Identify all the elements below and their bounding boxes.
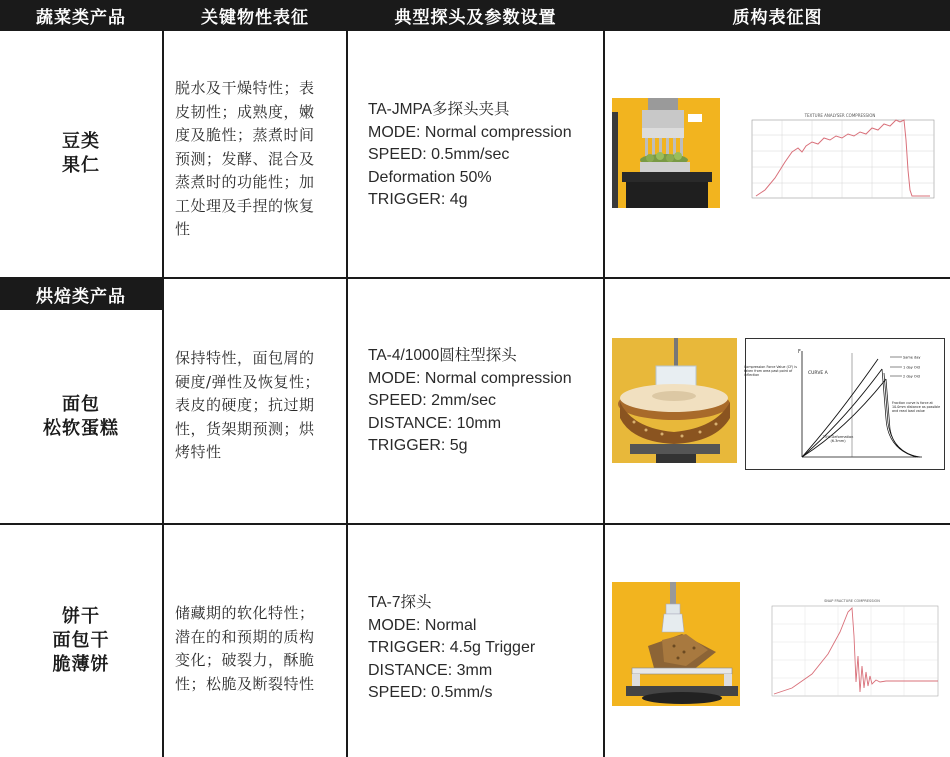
category-bakery-label: 烘焙类产品: [0, 279, 162, 310]
property-line: 脱水及干燥特性；表: [175, 79, 315, 97]
property-line: 性；松脆及断裂特性: [175, 674, 315, 693]
curve-label: CURVE A: [808, 371, 828, 376]
param-line: TRIGGER: 5g: [368, 437, 468, 454]
property-line: 度及脆性；蒸煮时间: [175, 126, 315, 144]
param-line: TRIGGER: 4.5g Trigger: [368, 639, 536, 656]
legend-entry: 1 day Old: [903, 365, 920, 370]
param-line: Deformation 50%: [368, 168, 492, 186]
properties-bread: [175, 347, 340, 465]
property-line: 预测；发酵、混合及: [175, 149, 315, 168]
params-beans: [368, 99, 598, 212]
probe-photo-biscuits: [612, 582, 740, 706]
y-axis-label: F: [798, 349, 801, 355]
property-line: 烤特性: [175, 443, 222, 461]
property-line: 硬度/弹性及恢复性；: [175, 372, 321, 391]
property-line: 皮韧性；成熟度，嫩: [175, 102, 315, 121]
chart-note: Compression Force Value (CF) is taken from area past point of inflection: [744, 365, 797, 377]
probe-photo-beans: [612, 98, 720, 208]
probe-name: TA-JMPA多探头夹具: [368, 101, 510, 118]
chart-title: SNAP FRACTURE COMPRESSION: [824, 599, 880, 603]
chart-note: Fraction curve is force at 10.0mm distance as possible and read load value: [892, 401, 941, 413]
product-biscuits: [0, 525, 162, 757]
product-line: 饼干: [62, 606, 100, 627]
property-line: 表皮的硬度；抗过期: [175, 396, 315, 414]
chart-title: TEXTURE ANALYSER COMPRESSION: [804, 113, 876, 118]
param-line: TRIGGER: 4g: [368, 191, 468, 208]
property-line: 储藏期的软化特性；: [175, 604, 315, 622]
legend-entry: 2 day Old: [903, 374, 920, 379]
param-line: SPEED: 0.5mm/s: [368, 684, 493, 701]
param-line: MODE: Normal compression: [368, 369, 572, 387]
property-line: 性，货架期预测；烘: [175, 419, 315, 438]
properties-biscuits: [175, 602, 340, 696]
param-line: MODE: Normal: [368, 616, 477, 634]
product-line: 面包: [62, 393, 100, 415]
column-divider: [162, 0, 164, 757]
property-line: 保持特性，面包屑的: [175, 349, 315, 367]
params-biscuits: [368, 592, 598, 705]
property-line: 蒸煮时的功能性；加: [175, 173, 315, 191]
probe-photo-bread: [612, 338, 737, 463]
params-bread: [368, 345, 598, 458]
product-line: 脆薄饼: [52, 654, 110, 675]
product-line: 松软蛋糕: [43, 417, 119, 439]
param-line: DISTANCE: 10mm: [368, 414, 502, 432]
product-line: 豆类: [62, 131, 100, 152]
legend-entry: Same day: [903, 355, 921, 360]
column-divider: [603, 0, 605, 757]
column-divider: [346, 0, 348, 757]
product-bread: [0, 310, 162, 523]
property-line: 性: [175, 220, 191, 238]
texture-chart-beans: [740, 110, 940, 212]
properties-beans: [175, 77, 340, 242]
probe-name: TA-4/1000圆柱型探头: [368, 347, 517, 364]
header-chart: 质构表征图: [605, 0, 950, 31]
property-line: 工处理及手捏的恢复: [175, 196, 315, 215]
param-line: SPEED: 2mm/sec: [368, 392, 497, 409]
texture-chart-biscuits: [762, 596, 942, 706]
param-line: MODE: Normal compression: [368, 123, 572, 141]
product-beans: [0, 31, 162, 277]
product-line: 面包干: [52, 630, 110, 651]
property-line: 潜在的和预期的质构: [175, 627, 315, 646]
deformation-note: 25% Deformation (6.3mm): [822, 435, 854, 444]
header-properties: 关键物性表征: [164, 0, 346, 31]
header-params: 典型探头及参数设置: [348, 0, 603, 31]
header-product: 蔬菜类产品: [0, 0, 162, 31]
param-line: DISTANCE: 3mm: [368, 661, 493, 679]
probe-name: TA-7探头: [368, 594, 432, 611]
texture-chart-bread: [745, 338, 945, 470]
param-line: SPEED: 0.5mm/sec: [368, 146, 510, 163]
property-line: 变化；破裂力，酥脆: [175, 651, 315, 669]
product-line: 果仁: [62, 155, 100, 176]
